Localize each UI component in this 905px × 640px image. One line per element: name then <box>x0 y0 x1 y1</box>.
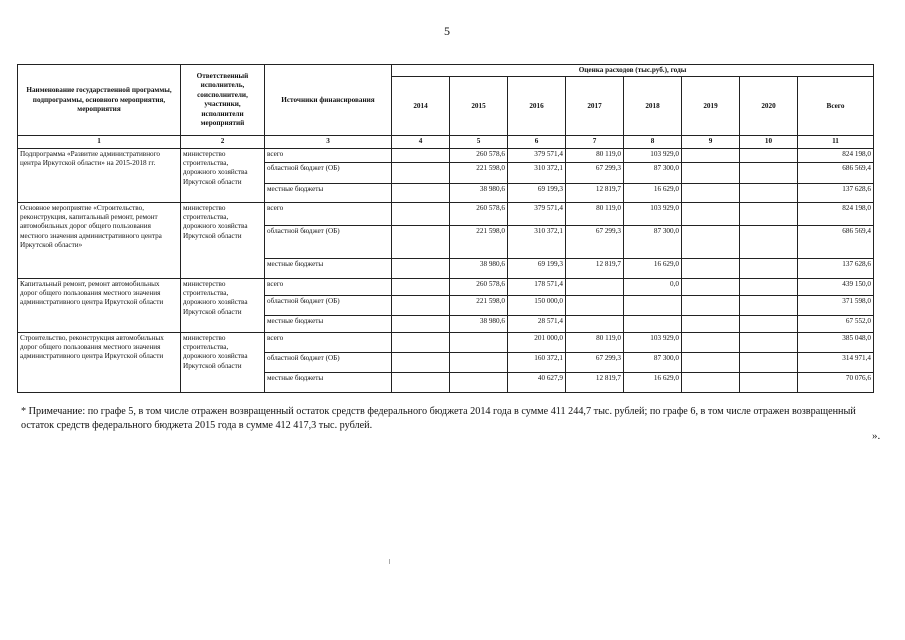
table-row <box>18 332 874 352</box>
header-year: 2016 <box>508 77 566 136</box>
expense-value: 87 300,0 <box>624 225 682 258</box>
expense-value: 12 819,7 <box>566 258 624 278</box>
table-row <box>18 202 874 225</box>
funding-source: областной бюджет (ОБ) <box>265 352 392 372</box>
expense-value <box>392 332 450 352</box>
expense-value <box>682 332 740 352</box>
expense-value <box>392 202 450 225</box>
page-number: 5 <box>444 24 450 38</box>
expense-value <box>740 225 798 258</box>
funding-source: областной бюджет (ОБ) <box>265 225 392 258</box>
expense-value <box>740 352 798 372</box>
header-sources: Источники финансирования <box>265 65 392 136</box>
responsible-executor: министерство строительства, дорожного хозяйства Иркутской области <box>181 202 265 278</box>
program-name: Капитальный ремонт, ремонт автомобильных дорог общего пользования местного значения административного центра Иркутской области <box>18 278 181 332</box>
column-number: 10 <box>740 136 798 148</box>
expense-value: 80 119,0 <box>566 148 624 162</box>
expense-value: 178 571,4 <box>508 278 566 295</box>
header-name: Наименование государственной программы, подпрограммы, основного мероприятия, мероприятия <box>18 65 181 136</box>
expense-value <box>682 148 740 162</box>
expense-value: 379 571,4 <box>508 148 566 162</box>
expense-value: 67 299,3 <box>566 225 624 258</box>
expense-value: 80 119,0 <box>566 202 624 225</box>
header-expenses: Оценка расходов (тыс.руб.), годы <box>392 65 874 77</box>
expense-value: 260 578,6 <box>450 278 508 295</box>
funding-source: всего <box>265 148 392 162</box>
expense-value <box>450 352 508 372</box>
column-number: 4 <box>392 136 450 148</box>
expense-value: 38 980,6 <box>450 183 508 202</box>
expense-value <box>392 162 450 183</box>
expense-value: 103 929,0 <box>624 332 682 352</box>
expense-value <box>682 183 740 202</box>
expense-value <box>392 183 450 202</box>
expense-value: 160 372,1 <box>508 352 566 372</box>
funding-source: местные бюджеты <box>265 183 392 202</box>
header-year: 2019 <box>682 77 740 136</box>
responsible-executor: министерство строительства, дорожного хозяйства Иркутской области <box>181 278 265 332</box>
expense-value <box>450 332 508 352</box>
header-year: 2020 <box>740 77 798 136</box>
column-number: 7 <box>566 136 624 148</box>
expense-value <box>740 332 798 352</box>
expense-value <box>392 258 450 278</box>
expense-value <box>682 202 740 225</box>
expense-value: 137 628,6 <box>798 258 874 278</box>
expense-value <box>392 372 450 392</box>
expense-value: 439 150,0 <box>798 278 874 295</box>
expense-value <box>740 258 798 278</box>
expense-value: 67 299,3 <box>566 162 624 183</box>
expense-value: 87 300,0 <box>624 352 682 372</box>
column-number: 5 <box>450 136 508 148</box>
expense-value: 371 598,0 <box>798 295 874 315</box>
expense-value: 80 119,0 <box>566 332 624 352</box>
expense-value: 686 569,4 <box>798 225 874 258</box>
expense-value: 221 598,0 <box>450 295 508 315</box>
expense-value: 12 819,7 <box>566 372 624 392</box>
header-year: 2014 <box>392 77 450 136</box>
expense-value <box>740 295 798 315</box>
expense-value <box>392 352 450 372</box>
expense-value <box>682 315 740 332</box>
budget-table <box>17 64 874 393</box>
expense-value: 379 571,4 <box>508 202 566 225</box>
expense-value <box>450 372 508 392</box>
funding-source: местные бюджеты <box>265 315 392 332</box>
expense-value: 221 598,0 <box>450 225 508 258</box>
expense-value: 150 000,0 <box>508 295 566 315</box>
expense-value <box>392 315 450 332</box>
expense-value: 40 627,9 <box>508 372 566 392</box>
expense-value: 70 076,6 <box>798 372 874 392</box>
expense-value: 38 980,6 <box>450 315 508 332</box>
expense-value <box>682 372 740 392</box>
column-number: 9 <box>682 136 740 148</box>
expense-value <box>740 202 798 225</box>
expense-value <box>682 352 740 372</box>
expense-value: 824 198,0 <box>798 202 874 225</box>
responsible-executor: министерство строительства, дорожного хозяйства Иркутской области <box>181 332 265 392</box>
expense-value: 87 300,0 <box>624 162 682 183</box>
expense-value: 69 199,3 <box>508 258 566 278</box>
expense-value <box>624 295 682 315</box>
funding-source: всего <box>265 278 392 295</box>
expense-value <box>682 278 740 295</box>
column-number: 2 <box>181 136 265 148</box>
funding-source: местные бюджеты <box>265 372 392 392</box>
column-number: 6 <box>508 136 566 148</box>
funding-source: областной бюджет (ОБ) <box>265 295 392 315</box>
expense-value: 385 048,0 <box>798 332 874 352</box>
expense-value <box>740 315 798 332</box>
expense-value: 38 980,6 <box>450 258 508 278</box>
expense-value <box>682 295 740 315</box>
funding-source: местные бюджеты <box>265 258 392 278</box>
header-year: 2018 <box>624 77 682 136</box>
table-row <box>18 148 874 162</box>
expense-value <box>392 278 450 295</box>
header-year: Всего <box>798 77 874 136</box>
expense-value <box>740 148 798 162</box>
funding-source: всего <box>265 332 392 352</box>
expense-value <box>740 162 798 183</box>
expense-value: 16 629,0 <box>624 258 682 278</box>
expense-value <box>392 295 450 315</box>
expense-value <box>566 315 624 332</box>
program-name: Подпрограмма «Развитие административного центра Иркутской области» на 2015-2018 гг. <box>18 148 181 202</box>
expense-value: 824 198,0 <box>798 148 874 162</box>
column-number: 11 <box>798 136 874 148</box>
expense-value: 260 578,6 <box>450 202 508 225</box>
column-number: 8 <box>624 136 682 148</box>
column-number: 3 <box>265 136 392 148</box>
expense-value <box>740 183 798 202</box>
expense-value <box>682 225 740 258</box>
expense-value <box>740 372 798 392</box>
expense-value: 260 578,6 <box>450 148 508 162</box>
table-row <box>18 278 874 295</box>
expense-value: 103 929,0 <box>624 202 682 225</box>
expense-value: 201 000,0 <box>508 332 566 352</box>
expense-value <box>682 162 740 183</box>
expense-value: 310 372,1 <box>508 162 566 183</box>
header-responsible: Ответственный исполнитель, соисполнители, участники, исполнители мероприятий <box>181 65 265 136</box>
header-year: 2017 <box>566 77 624 136</box>
expense-value: 69 199,3 <box>508 183 566 202</box>
expense-value: 67 552,0 <box>798 315 874 332</box>
expense-value: 67 299,3 <box>566 352 624 372</box>
expense-value: 221 598,0 <box>450 162 508 183</box>
expense-value: 0,0 <box>624 278 682 295</box>
expense-value <box>682 258 740 278</box>
expense-value: 137 628,6 <box>798 183 874 202</box>
program-name: Основное мероприятие «Строительство, реконструкция, капитальный ремонт, ремонт автомобильных дорог общего пользования местного значения административного центра Иркутской области» <box>18 202 181 278</box>
expense-value: 686 569,4 <box>798 162 874 183</box>
scan-artifact <box>389 559 390 564</box>
funding-source: областной бюджет (ОБ) <box>265 162 392 183</box>
expense-value: 314 971,4 <box>798 352 874 372</box>
expense-value <box>624 315 682 332</box>
closing-quote: ». <box>872 430 881 442</box>
footnote: * Примечание: по графе 5, в том числе отражен возвращенный остаток средств федерального бюджета 2014 года в сумме 411 244,7 тыс. рублей; по графе 6, в том числе отражен возвращенный остаток средств федерального бюджета 2015 года в сумме 412 417,3 тыс. рублей. <box>21 406 856 431</box>
expense-value <box>392 225 450 258</box>
responsible-executor: министерство строительства, дорожного хозяйства Иркутской области <box>181 148 265 202</box>
program-name: Строительство, реконструкция автомобильных дорог общего пользования местного значения административного центра Иркутской области <box>18 332 181 392</box>
expense-value <box>566 295 624 315</box>
expense-value: 12 819,7 <box>566 183 624 202</box>
expense-value <box>740 278 798 295</box>
column-number: 1 <box>18 136 181 148</box>
header-year: 2015 <box>450 77 508 136</box>
expense-value: 16 629,0 <box>624 372 682 392</box>
funding-source: всего <box>265 202 392 225</box>
expense-value: 103 929,0 <box>624 148 682 162</box>
expense-value: 310 372,1 <box>508 225 566 258</box>
expense-value <box>392 148 450 162</box>
expense-value: 28 571,4 <box>508 315 566 332</box>
expense-value: 16 629,0 <box>624 183 682 202</box>
expense-value <box>566 278 624 295</box>
